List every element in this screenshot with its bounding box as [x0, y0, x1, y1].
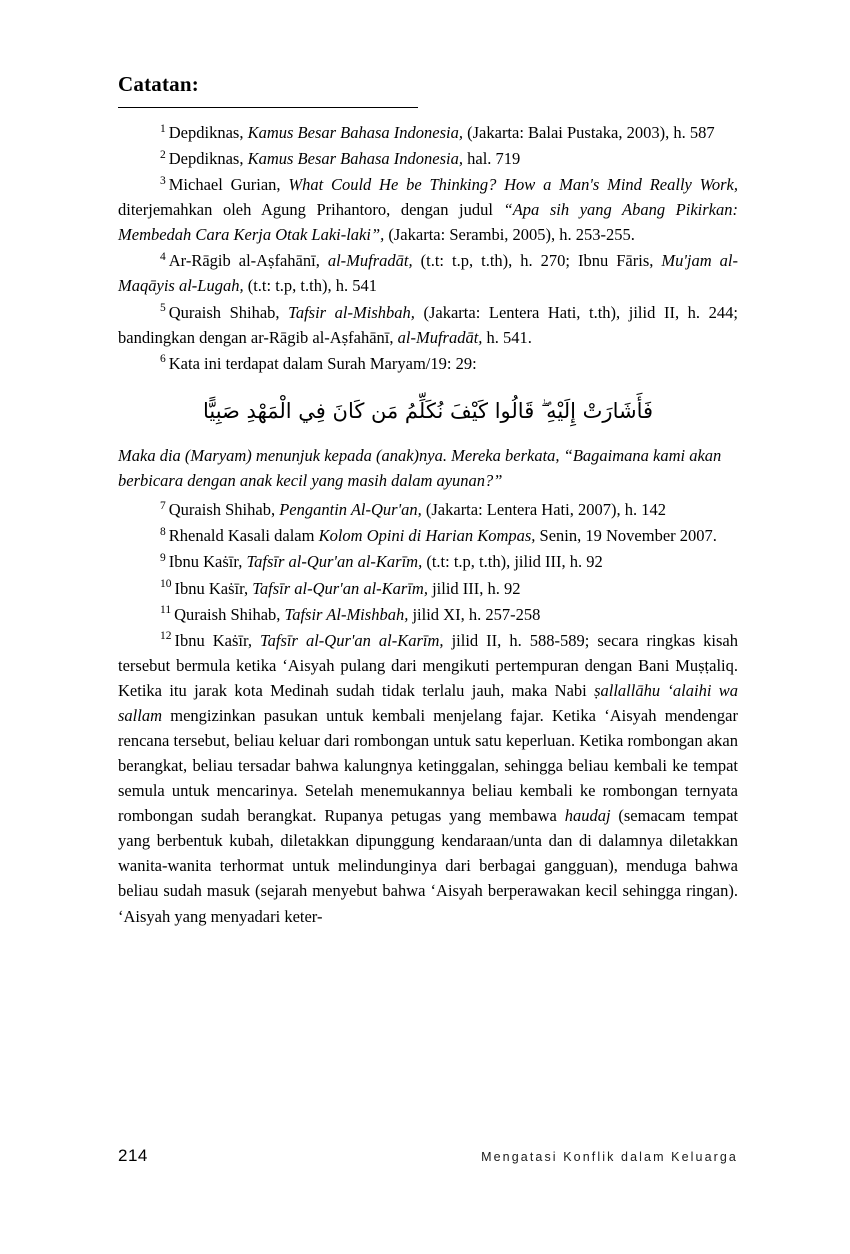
footnote-text-part: jilid II, h. 588-589; secara ringkas kisah tersebut bermula ketika ‘Aisyah pulang dari mengikuti pertempuran dengan Bani Muṣṭaliq. Ketika itu jarak kota Medinah sudah tidak terlalu jauh, maka Nabi [118, 630, 738, 700]
footnote-number: 8 [160, 525, 166, 538]
running-title: Mengatasi Konflik dalam Keluarga [481, 1150, 738, 1164]
footnote-number: 12 [160, 630, 172, 643]
footnote-title: Tafsīr al-Qur'an al-Karīm, [246, 552, 423, 572]
footnote-number: 4 [160, 250, 166, 263]
footnote-text-part: Senin, 19 November 2007. [535, 526, 717, 546]
footnote-number: 2 [160, 148, 166, 161]
footnote-number: 9 [160, 551, 166, 564]
footnote-text-part: (t.t: t.p, t.th), h. 541 [243, 276, 377, 296]
footnote-7 [118, 497, 738, 522]
footnote-text-part: Depdiknas, [168, 123, 248, 142]
footnote-11 [118, 602, 738, 627]
footnote-2 [118, 146, 738, 171]
footnote-text-part: Quraish Shihab, [168, 302, 289, 322]
footnote-title: Pengantin Al-Qur'an, [279, 500, 422, 520]
footnote-title: Kamus Besar Bahasa Indonesia, [247, 149, 463, 169]
footnote-text-part: Rhenald Kasali dalam [168, 526, 319, 546]
footnote-text-part: (t.t: t.p, t.th), h. 270; Ibnu Fāris, [412, 251, 662, 271]
footnote-text-part: (semacam tempat yang berbentuk kubah, diletakkan dipunggung kendaraan/unta dan di dalamnya diletakkan wanita-wanita terhormat untuk melindunginya dari berbagai gangguan), menduga bahwa beliau sudah masuk (sejarah menyebut bahwa ‘Aisyah berperawakan kecil sehingga ringan). ‘Aisyah yang menyadari keter- [118, 806, 739, 926]
page-title: Catatan: [118, 72, 199, 96]
footnote-title: al-Mufradāt, [397, 327, 483, 347]
footnote-text-part: Depdiknas, [168, 149, 248, 169]
footnote-text-part: diterjemahkan oleh Agung Prihantoro, dengan judul [118, 200, 504, 220]
footnote-title: Mu'jam al-Maqāyis al-Lugah, [118, 251, 738, 296]
footnote-number: 3 [160, 174, 166, 187]
footnote-text-part: (Jakarta: Balai Pustaka, 2003), h. 587 [463, 123, 715, 142]
footnote-text-part: Ar-Rāgib al-Aṣfahānī, [168, 251, 328, 271]
footnote-number: 10 [160, 578, 172, 591]
footnote-text-part: Michael Gurian, [168, 175, 289, 195]
footnote-title: Tafsīr al-Qur'an al-Karīm, [260, 630, 444, 650]
footnote-title: Tafsir Al-Mishbah, [284, 604, 409, 624]
footnote-text-part: mengizinkan pasukan untuk kembali menjelang fajar. Ketika ‘Aisyah mendengar rencana tersebut, beliau keluar dari rombongan untuk satu keperluan. Ketika rombongan akan berangkat, beliau tersadar bahwa kalungnya ketinggalan, sehingga beliau kembali ke tempat semula untuk mencarinya. Setelah menemukannya beliau kembali ke rombongan ternyata rombongan sudah berangkat. Rupanya petugas yang membawa [118, 705, 738, 826]
footnote-title: al-Mufradāt, [327, 251, 413, 271]
footnote-text-part: Ibnu Kaṡīr, [174, 578, 253, 598]
footnote-title: What Could He be Thinking? How a Man's Mind Really Work, [288, 175, 738, 195]
footnote-text-part: Ibnu Kaṡīr, [168, 552, 247, 572]
footnotes-list [118, 120, 738, 929]
quran-verse-translation: Maka dia (Maryam) menunjuk kepada (anak)nya. Mereka berkata, “Bagaimana kami akan berbicara dengan anak kecil yang masih dalam ayunan?” [118, 445, 722, 490]
footnote-5 [118, 300, 738, 350]
footnote-text-part: jilid III, h. 92 [427, 578, 521, 598]
footnote-text-part: (Jakarta: Lentera Hati, t.th), jilid II, h. 244; bandingkan dengan ar-Rāgib al-Aṣfahānī, [118, 302, 738, 347]
footnote-text-part: (Jakarta: Serambi, 2005), h. 253-255. [384, 225, 635, 245]
footnote-term: haudaj [564, 806, 611, 826]
footnote-9 [118, 549, 738, 574]
footnote-number: 7 [160, 499, 166, 512]
footnote-number: 1 [160, 122, 166, 135]
footnote-3 [118, 172, 738, 247]
footnote-title: Tafsīr al-Qur'an al-Karīm, [252, 578, 428, 598]
page-number: 214 [118, 1146, 148, 1165]
footnote-4 [118, 248, 738, 298]
footnote-text-part: Quraish Shihab, [168, 500, 280, 520]
footnote-10 [118, 576, 738, 601]
footnote-text-part: (Jakarta: Lentera Hati, 2007), h. 142 [421, 500, 666, 520]
footnote-text-part: hal. 719 [463, 149, 521, 169]
footnote-arabic-phrase: ṣallallāhu ‘alaihi wa sallam [118, 680, 739, 725]
footnote-text-part: Kata ini terdapat dalam Surah Maryam/19: 29: [168, 353, 477, 373]
footnote-text-part: jilid XI, h. 257-258 [408, 604, 541, 624]
page-footer [118, 1146, 738, 1166]
footnote-title: Tafsir al-Mishbah, [288, 302, 415, 322]
footnote-text-part: Quraish Shihab, [174, 604, 285, 624]
footnote-number: 11 [160, 604, 172, 617]
footnote-12 [118, 628, 738, 929]
footnote-text-part: h. 541. [482, 327, 532, 347]
footnote-text-part: Ibnu Kaṡīr, [174, 630, 260, 650]
footnote-separator-rule [118, 107, 418, 108]
footnote-title: Kolom Opini di Harian Kompas, [318, 526, 536, 546]
footnote-text-part: (t.t: t.p, t.th), jilid III, h. 92 [422, 552, 603, 572]
footnote-1 [118, 120, 738, 145]
footnote-number: 5 [160, 302, 166, 315]
quran-verse-arabic: فَأَشَارَتْ إِلَيْهِ ۖ قَالُوا كَيْفَ نُكَلِّمُ مَن كَانَ فِي الْمَهْدِ صَبِيًّا [202, 398, 654, 423]
footnote-title-translated: “Apa sih yang Abang Pikirkan: Membedah Cara Kerja Otak Laki-laki”, [118, 200, 738, 245]
footnote-number: 6 [160, 353, 166, 366]
footnote-title: Kamus Besar Bahasa Indonesia, [247, 123, 463, 142]
footnote-8 [118, 523, 738, 548]
footnote-6 [118, 351, 738, 376]
